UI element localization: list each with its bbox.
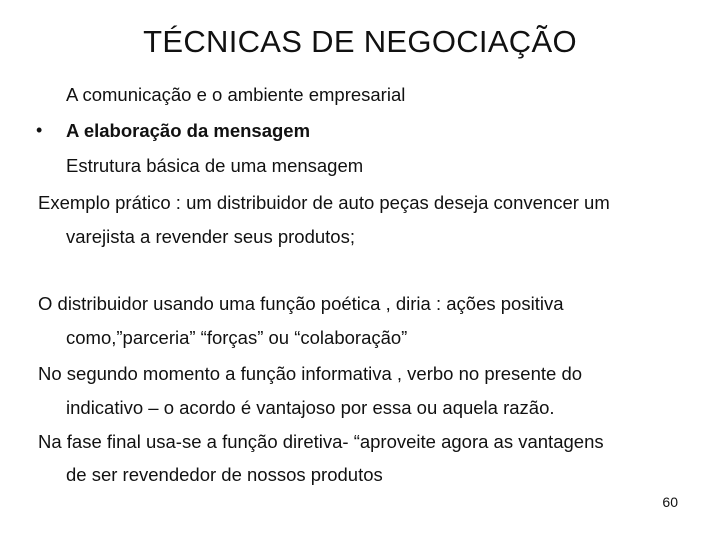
text-line-poetic-2: como,”parceria” “forças” ou “colaboração”: [66, 327, 408, 348]
bullet-icon: •: [36, 120, 43, 140]
text-line-informative-1: No segundo momento a função informativa , verbo no presente do: [38, 363, 583, 384]
text-line-example-1: Exemplo prático : um distribuidor de auto peças deseja convencer um: [38, 192, 610, 213]
page-number: 60: [662, 494, 678, 510]
text-line-structure: Estrutura básica de uma mensagem: [66, 155, 364, 176]
text-line-directive-2: de ser revendedor de nossos produtos: [66, 464, 383, 485]
text-line-poetic-1: O distribuidor usando uma função poética , diria : ações positiva: [38, 293, 564, 314]
slide-title: TÉCNICAS DE NEGOCIAÇÃO: [143, 24, 577, 59]
text-line-informative-2: indicativo – o acordo é vantajoso por essa ou aquela razão.: [66, 397, 555, 418]
text-line-directive-1: Na fase final usa-se a função diretiva- “aproveite agora as vantagens: [38, 431, 604, 452]
text-line-bullet-heading: A elaboração da mensagem: [66, 120, 311, 141]
text-line-example-2: varejista a revender seus produtos;: [66, 226, 355, 247]
text-line-subtitle: A comunicação e o ambiente empresarial: [66, 84, 406, 105]
